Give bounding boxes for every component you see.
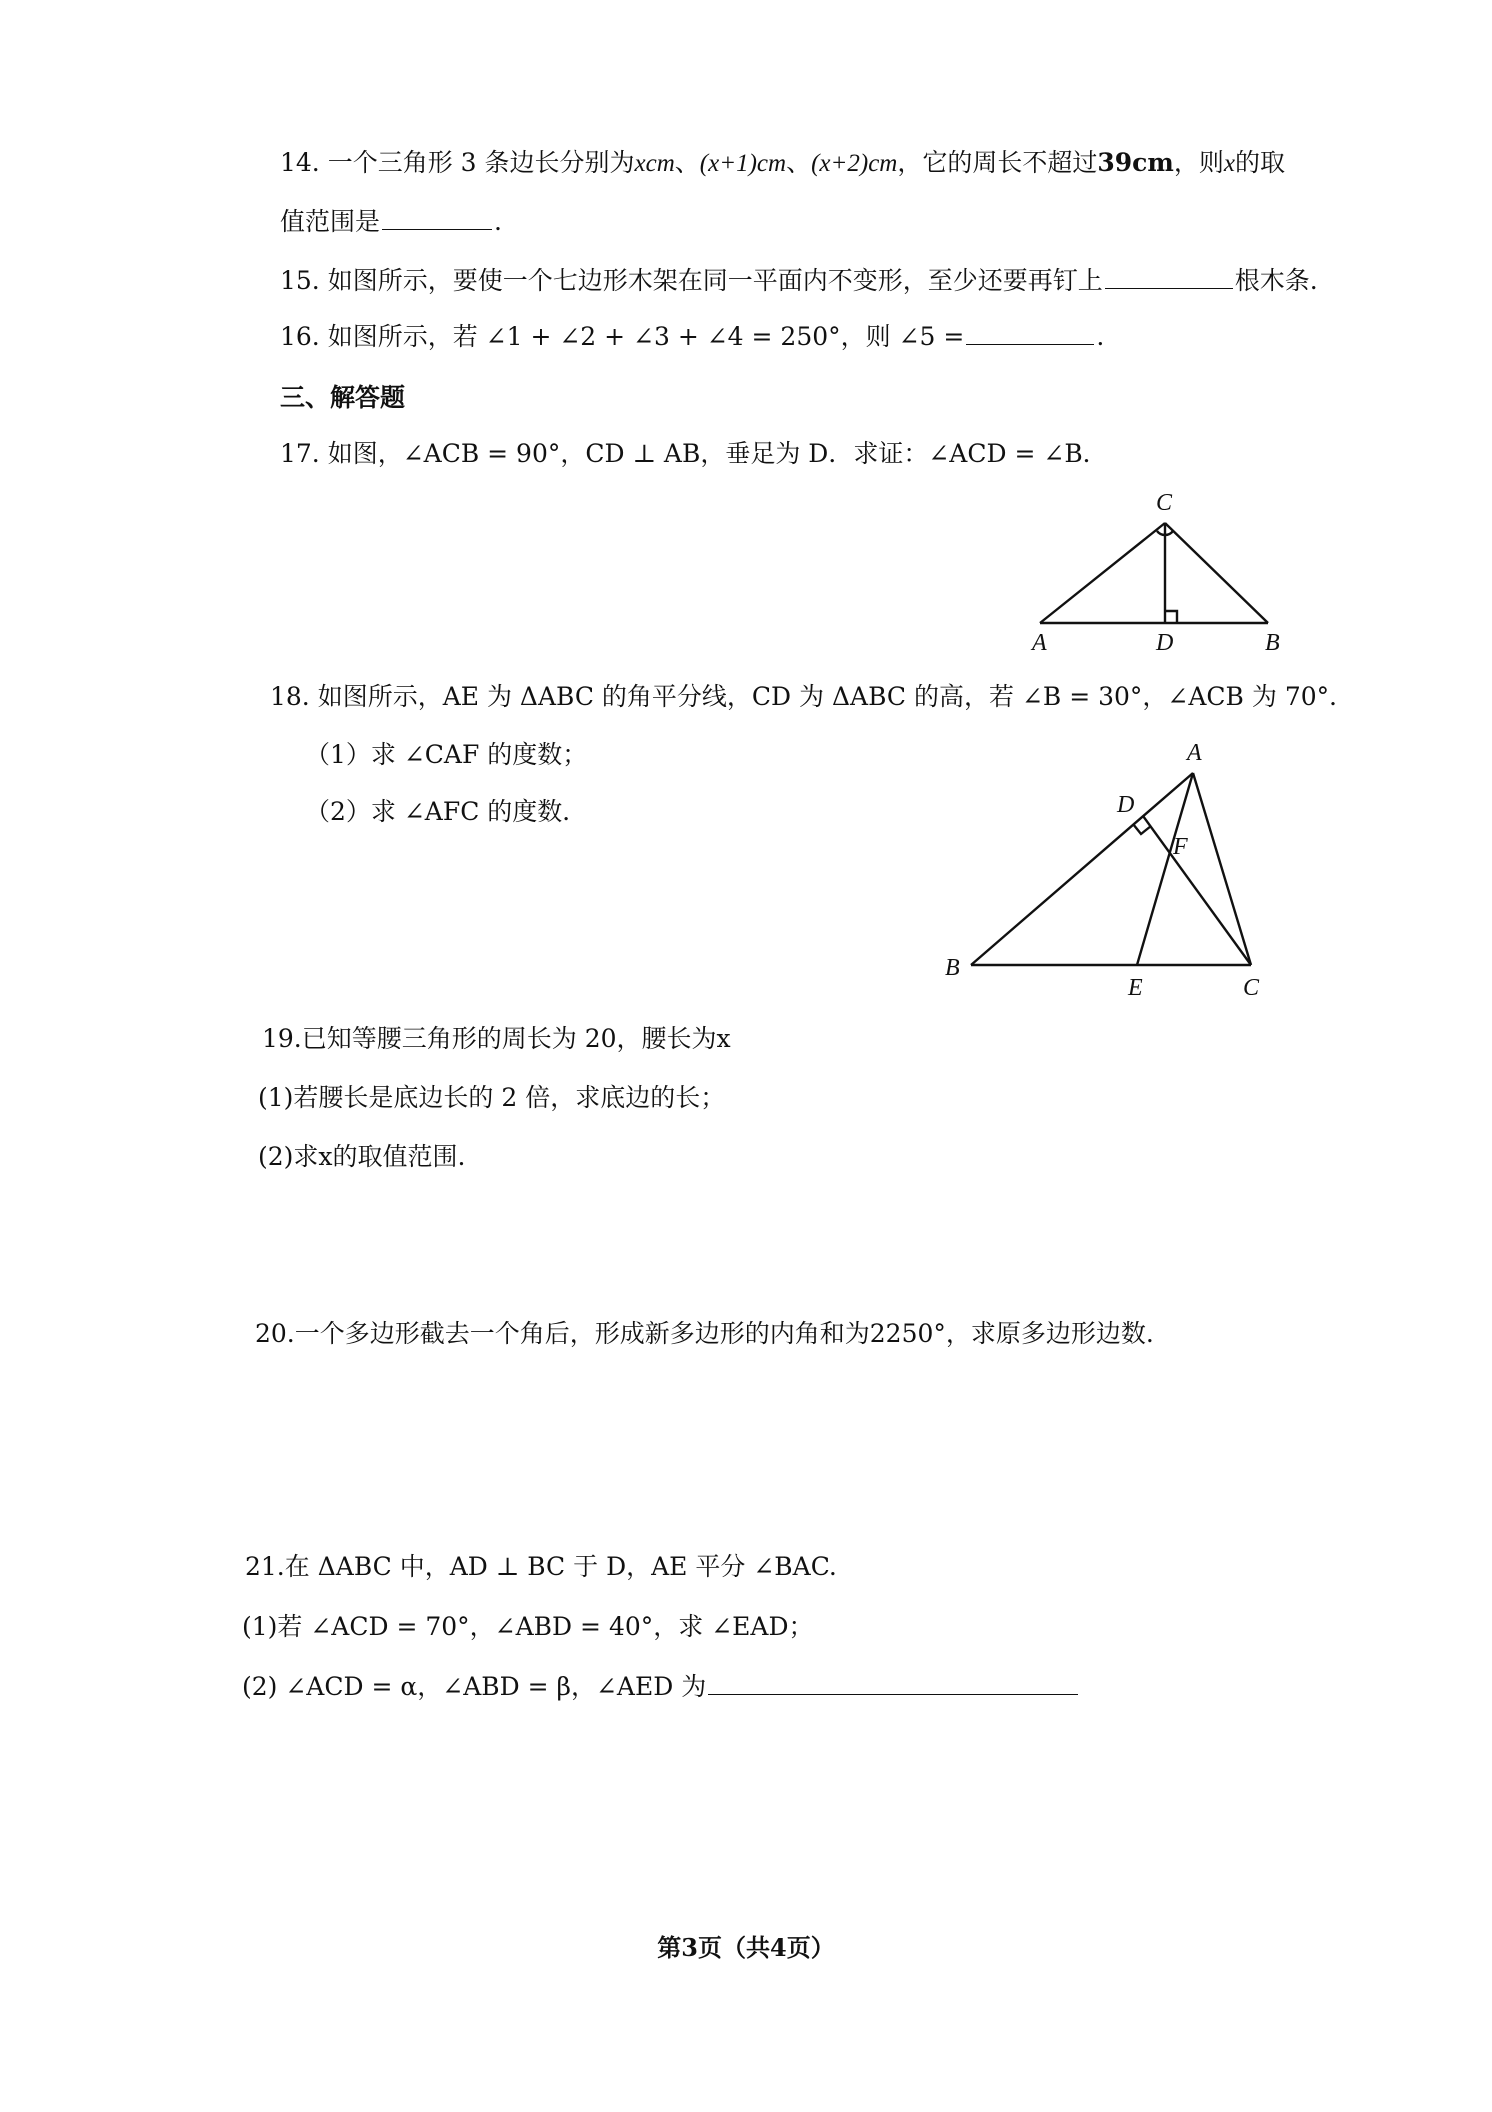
q18-label-f: F: [1173, 834, 1188, 860]
q21-answer-blank[interactable]: [708, 1670, 1078, 1695]
q17-text: 17. 如图，∠ACB = 90°，CD ⊥ AB，垂足为 D．求证：∠ACD = ∠B．: [280, 439, 1108, 468]
q14-text-end: .: [494, 207, 502, 236]
q14-text-c: ，则: [1173, 148, 1224, 177]
q16-answer-blank[interactable]: [966, 320, 1094, 345]
q18-label-e: E: [1128, 975, 1143, 1000]
q14-var: x: [1223, 150, 1235, 177]
q14-line1: [280, 146, 1285, 181]
q17-segment-ac: [1040, 523, 1165, 623]
q14-side2: (x+1)cm: [699, 150, 787, 177]
q14-text-a: 14. 一个三角形 3 条边长分别为: [280, 148, 635, 177]
q17-figure: [1010, 490, 1310, 660]
q18-label-d: D: [1117, 792, 1135, 818]
q16-text-end: .: [1096, 322, 1105, 351]
q17-segment-cb: [1165, 523, 1268, 623]
q17-triangle-diagram: [1010, 490, 1310, 660]
q18-label-c: C: [1243, 975, 1260, 1000]
q14-sep2: 、: [786, 148, 812, 177]
q14-answer-blank[interactable]: [382, 205, 492, 230]
q17-right-angle-d: [1165, 611, 1177, 623]
q15-line: [280, 264, 1318, 298]
q21-text: 21.在 ΔABC 中，AD ⊥ BC 于 D，AE 平分 ∠BAC.: [245, 1552, 837, 1581]
q16-line: [280, 320, 1104, 354]
q17-label-c: C: [1156, 490, 1173, 516]
q14-line2: [280, 205, 502, 239]
q18-part1: （1）求 ∠CAF 的度数；: [305, 740, 588, 769]
q15-answer-blank[interactable]: [1105, 264, 1233, 289]
q18-triangle-diagram: [925, 740, 1285, 1000]
q21-part2-line: [242, 1670, 1080, 1704]
q19-part1: (1)若腰长是底边长的 2 倍，求底边的长；: [258, 1083, 726, 1112]
q16-text-a: 16. 如图所示，若 ∠1 + ∠2 + ∠3 + ∠4 = 250°，则 ∠5 =: [280, 322, 965, 351]
q14-side3: (x+2)cm: [811, 150, 898, 177]
q18-right-angle-d: [1133, 824, 1151, 834]
q17-label-d: D: [1156, 630, 1174, 656]
q21-part1: (1)若 ∠ACD = 70°，∠ABD = 40°，求 ∠EAD；: [242, 1612, 814, 1641]
q14-text-d: 的取: [1234, 148, 1285, 177]
q17-label-b: B: [1265, 630, 1280, 656]
q14-perimeter: 39cm: [1097, 148, 1174, 177]
q18-segment-ae: [1137, 773, 1193, 965]
q18-label-a: A: [1187, 740, 1202, 766]
q14-text-e: 值范围是: [280, 207, 381, 236]
section-title: 三、解答题: [280, 383, 406, 412]
q20-line: [255, 1317, 1154, 1351]
q14-text-b: ，它的周长不超过: [897, 148, 1098, 177]
q20-value: 2250°: [869, 1319, 946, 1348]
q17-label-a: A: [1032, 630, 1047, 656]
q21-part2: (2) ∠ACD = α，∠ABD = β，∠AED 为: [242, 1672, 707, 1701]
q18-segment-ac: [1193, 773, 1251, 965]
q15-text-b: 根木条.: [1234, 266, 1318, 295]
q19-text: 19.已知等腰三角形的周长为 20，腰长为x: [262, 1024, 731, 1053]
q19-part2: (2)求x的取值范围.: [258, 1142, 466, 1171]
q18-part2: （2）求 ∠AFC 的度数．: [305, 797, 588, 826]
q14-side1: xcm: [634, 150, 675, 177]
q14-sep1: 、: [674, 148, 700, 177]
page-number: 第3页（共4页）: [657, 1933, 835, 1962]
q20-text-a: 20.一个多边形截去一个角后，形成新多边形的内角和为: [255, 1319, 870, 1348]
q18-text: 18. 如图所示，AE 为 ΔABC 的角平分线，CD 为 ΔABC 的高，若 ∠B = 30°，∠ACB 为 70°．: [270, 682, 1355, 711]
q20-text-b: ，求原多边形边数.: [945, 1319, 1154, 1348]
q18-figure: [925, 740, 1285, 1000]
q18-segment-ba: [971, 773, 1193, 965]
q15-text-a: 15. 如图所示，要使一个七边形木架在同一平面内不变形，至少还要再钉上: [280, 266, 1103, 295]
q18-label-b: B: [945, 955, 960, 981]
